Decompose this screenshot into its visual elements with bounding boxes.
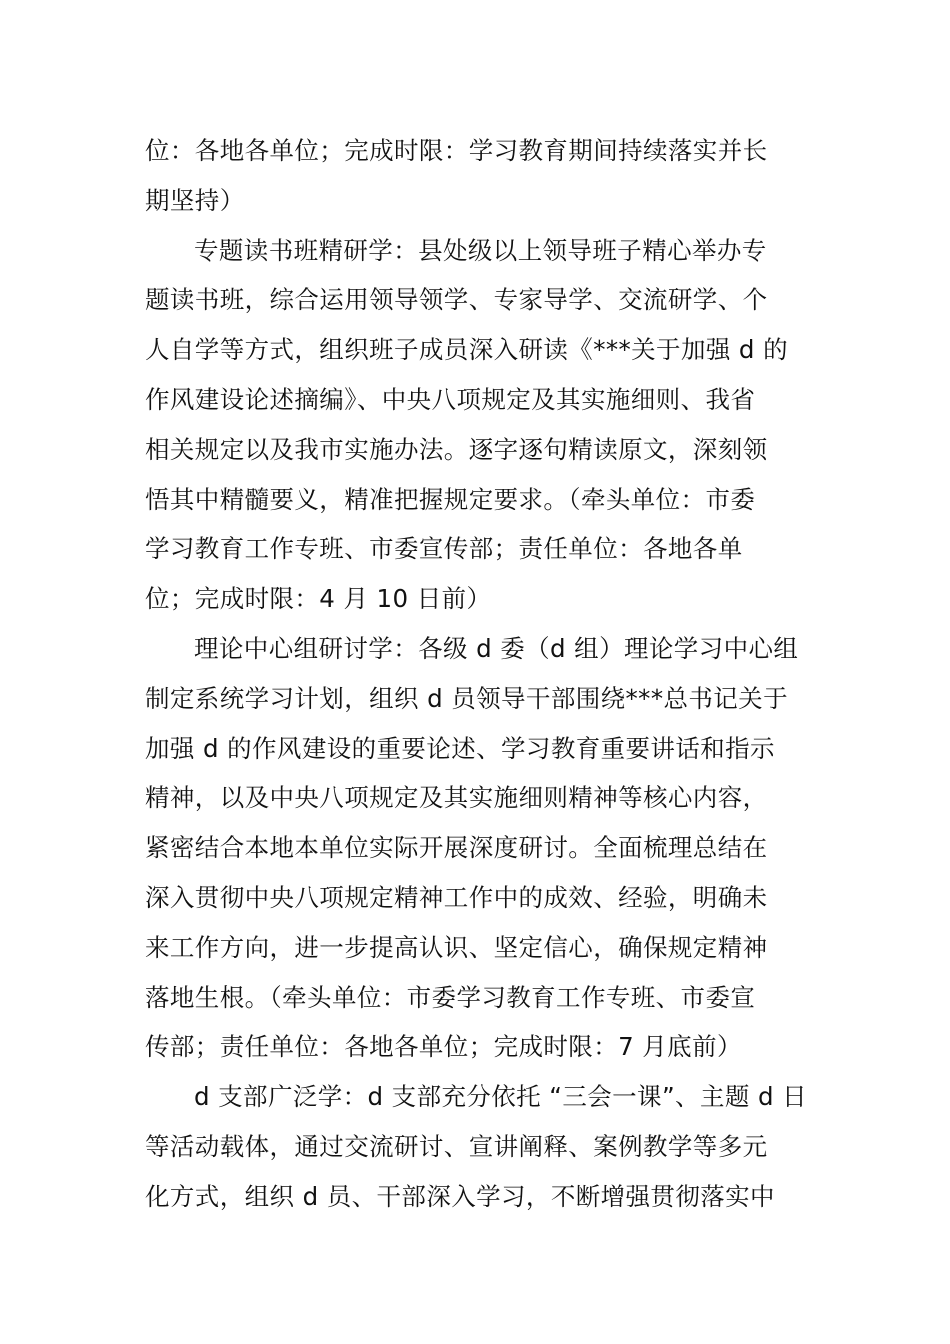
text-line: 等活动载体，通过交流研讨、宣讲阐释、案例教学等多元: [145, 1131, 768, 1161]
paragraph-start-line: 理论中心组研讨学：各级 d 委（d 组）理论学习中心组: [194, 633, 799, 663]
text-line: 作风建设论述摘编》、中央八项规定及其实施细则、我省: [145, 384, 756, 414]
text-line: 相关规定以及我市实施办法。逐字逐句精读原文，深刻领: [145, 434, 768, 464]
text-line: 加强 d 的作风建设的重要论述、学习教育重要讲话和指示: [145, 733, 775, 763]
text-line: 制定系统学习计划，组织 d 员领导干部围绕***总书记关于: [145, 683, 788, 713]
paragraph-start-line: 专题读书班精研学：县处级以上领导班子精心举办专: [194, 235, 767, 265]
text-line: 紧密结合本地本单位实际开展深度研讨。全面梳理总结在: [145, 833, 768, 863]
text-line: 精神，以及中央八项规定及其实施细则精神等核心内容，: [145, 783, 768, 813]
text-line: 来工作方向，进一步提高认识、坚定信心，确保规定精神: [145, 932, 768, 962]
text-line: 人自学等方式，组织班子成员深入研读《***关于加强 d 的: [145, 335, 788, 365]
text-line: 位：各地各单位；完成时限：学习教育期间持续落实并长: [145, 136, 768, 165]
text-line: 位；完成时限：4 月 10 日前）: [145, 584, 492, 614]
document-body: [145, 126, 807, 1222]
text-line: 悟其中精髓要义，精准把握规定要求。（牵头单位：市委: [145, 484, 756, 514]
paragraph-start-line: d 支部广泛学：d 支部充分依托 “三会一课”、主题 d 日: [194, 1082, 807, 1112]
text-line: 深入贯彻中央八项规定精神工作中的成效、经验，明确未: [145, 882, 768, 912]
text-line: 落地生根。（牵头单位：市委学习教育工作专班、市委宣: [145, 982, 756, 1012]
text-line: 期坚持）: [145, 185, 245, 215]
text-line: 学习教育工作专班、市委宣传部；责任单位：各地各单: [145, 534, 743, 564]
text-line: 题读书班，综合运用领导领学、专家导学、交流研学、个: [145, 285, 768, 315]
text-line: 化方式，组织 d 员、干部深入学习，不断增强贯彻落实中: [145, 1181, 775, 1211]
text-line: 传部；责任单位：各地各单位；完成时限：7 月底前）: [145, 1032, 742, 1062]
